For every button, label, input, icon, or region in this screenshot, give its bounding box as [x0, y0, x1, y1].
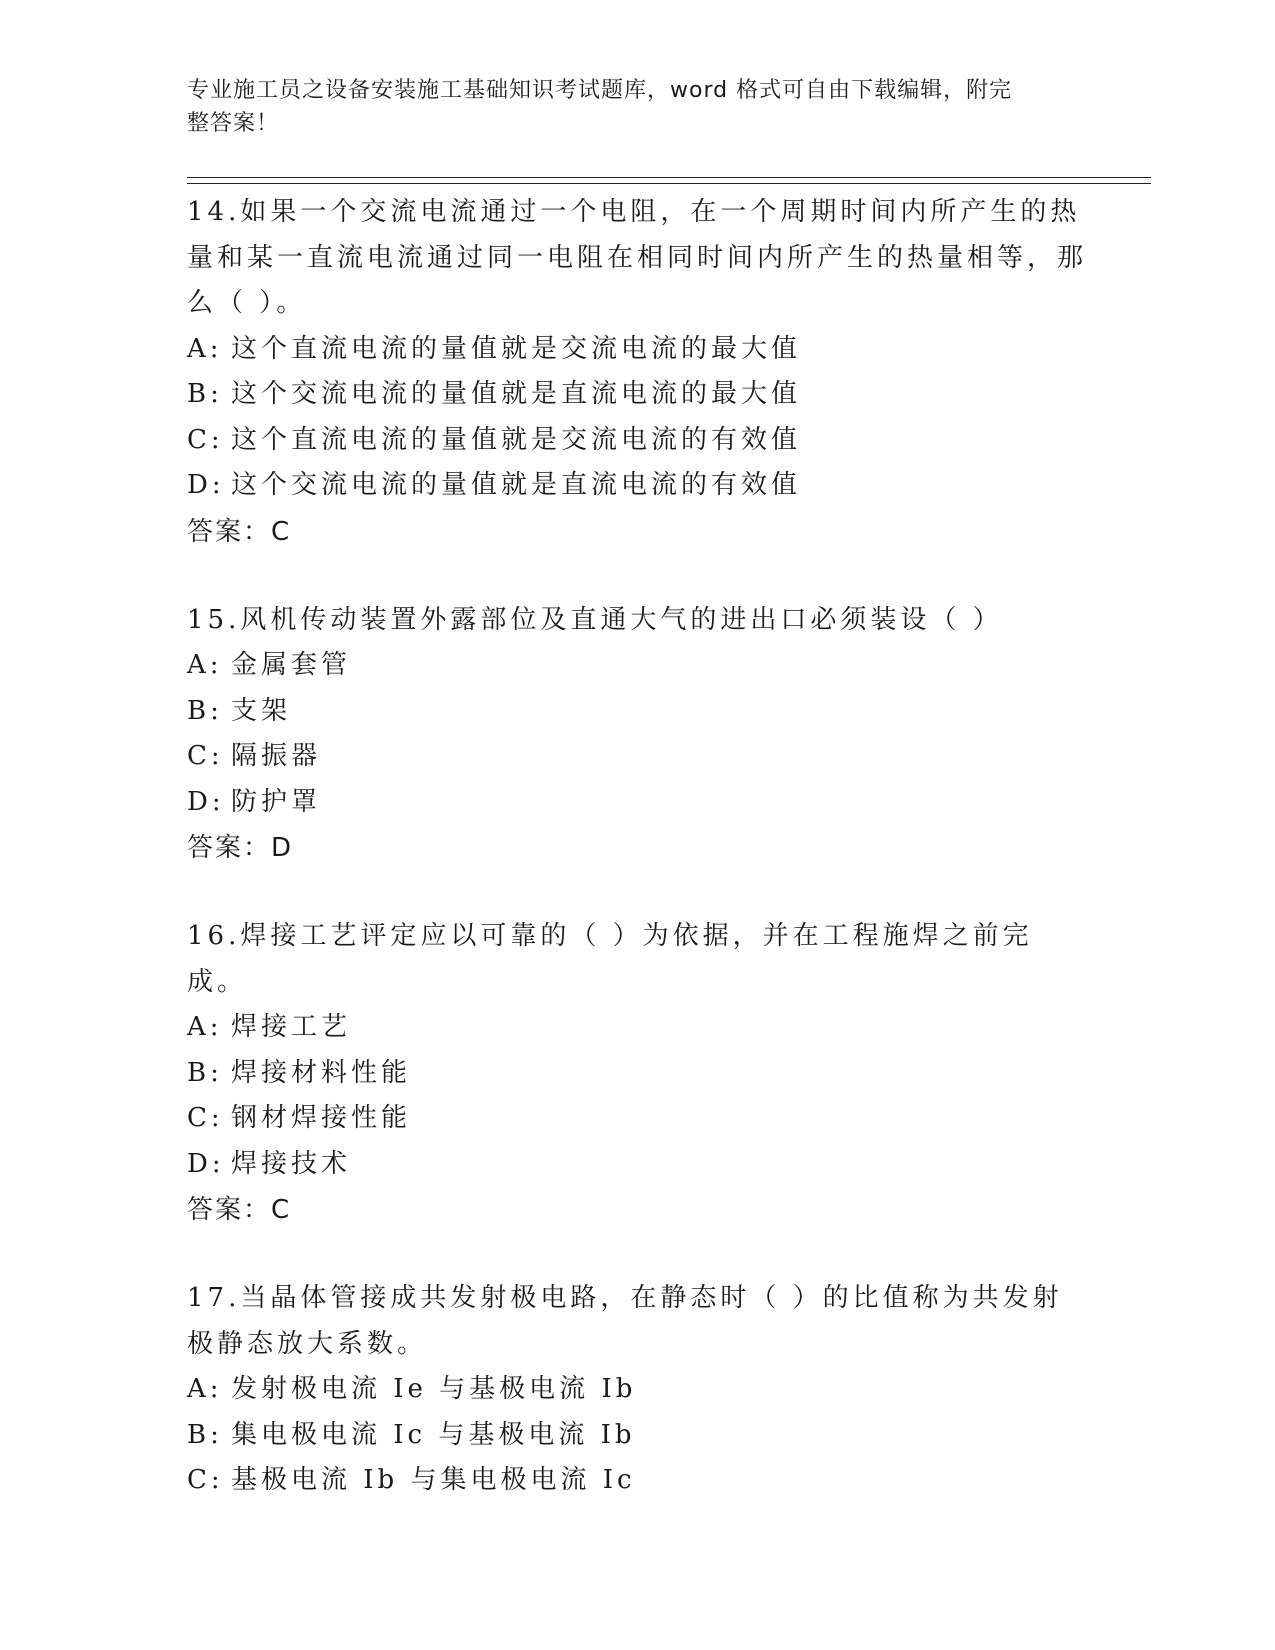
option-text: 焊接材料性能 — [231, 1057, 412, 1088]
option-letter: C: — [187, 741, 224, 771]
option-text: 隔振器 — [231, 741, 322, 771]
option-letter: B: — [187, 695, 223, 726]
option-text: 基极电流 Ib 与集电极电流 Ic — [231, 1465, 636, 1495]
option-letter: C: — [187, 424, 224, 455]
question-16 — [187, 914, 1087, 1233]
option-letter: B: — [187, 379, 223, 409]
option-text: 支架 — [231, 695, 292, 726]
document-header — [187, 74, 1067, 140]
question-list — [187, 190, 1087, 1547]
header-divider-top — [187, 177, 1151, 178]
option-text: 这个直流电流的量值就是交流电流的最大值 — [231, 333, 802, 364]
option-b — [187, 1051, 1087, 1097]
option-a — [187, 1367, 1087, 1413]
answer-text: 答案：D — [187, 833, 294, 863]
option-c — [187, 734, 1087, 780]
option-letter: A: — [187, 333, 223, 364]
option-text: 焊接技术 — [231, 1148, 352, 1179]
option-letter: A: — [187, 1012, 223, 1042]
question-text: 15.风机传动装置外露部位及直通大气的进出口必须装设（ ） — [187, 604, 1003, 635]
question-17 — [187, 1276, 1087, 1504]
option-c — [187, 1096, 1087, 1142]
option-text: 这个交流电流的量值就是直流电流的最大值 — [231, 379, 802, 409]
option-a — [187, 643, 1087, 689]
option-text: 防护罩 — [231, 786, 322, 817]
option-text: 焊接工艺 — [231, 1012, 352, 1042]
option-b — [187, 689, 1087, 735]
option-text: 这个直流电流的量值就是交流电流的有效值 — [231, 424, 802, 455]
option-b — [187, 1413, 1087, 1459]
option-letter: D: — [187, 1148, 225, 1179]
option-d — [187, 463, 1087, 509]
option-text: 集电极电流 Ic 与基极电流 Ib — [231, 1419, 636, 1450]
question-text: 16.焊接工艺评定应以可靠的（ ）为依据，并在工程施焊之前完成。 — [187, 921, 1033, 997]
option-text: 这个交流电流的量值就是直流电流的有效值 — [231, 470, 802, 500]
option-a — [187, 327, 1087, 373]
option-letter: D: — [187, 470, 225, 500]
option-letter: D: — [187, 786, 225, 817]
option-letter: B: — [187, 1057, 223, 1088]
answer-text: 答案：C — [187, 1195, 292, 1225]
option-text: 发射极电流 Ie 与基极电流 Ib — [231, 1374, 637, 1404]
option-letter: C: — [187, 1103, 224, 1133]
option-letter: A: — [187, 1374, 223, 1404]
header-divider-bottom — [187, 183, 1151, 184]
option-a — [187, 1005, 1087, 1051]
option-text: 钢材焊接性能 — [231, 1103, 412, 1133]
option-letter: B: — [187, 1419, 223, 1450]
option-d — [187, 780, 1087, 826]
option-c — [187, 418, 1087, 464]
question-15 — [187, 598, 1087, 872]
question-14 — [187, 190, 1087, 555]
option-b — [187, 372, 1087, 418]
option-d — [187, 1142, 1087, 1188]
option-c — [187, 1458, 1087, 1504]
option-text: 金属套管 — [231, 650, 352, 680]
answer-text: 答案：C — [187, 516, 292, 547]
question-text: 17.当晶体管接成共发射极电路，在静态时（ ）的比值称为共发射极静态放大系数。 — [187, 1283, 1063, 1359]
header-line-1: 专业施工员之设备安装施工基础知识考试题库，word 格式可自由下载编辑，附完 — [187, 78, 1013, 103]
option-letter: C: — [187, 1465, 224, 1495]
question-text: 14.如果一个交流电流通过一个电阻，在一个周期时间内所产生的热量和某一直流电流通过同一电阻在相同时间内所产生的热量相等，那么（ ）。 — [187, 197, 1088, 318]
header-line-2: 整答案！ — [187, 111, 280, 136]
option-letter: A: — [187, 650, 223, 680]
